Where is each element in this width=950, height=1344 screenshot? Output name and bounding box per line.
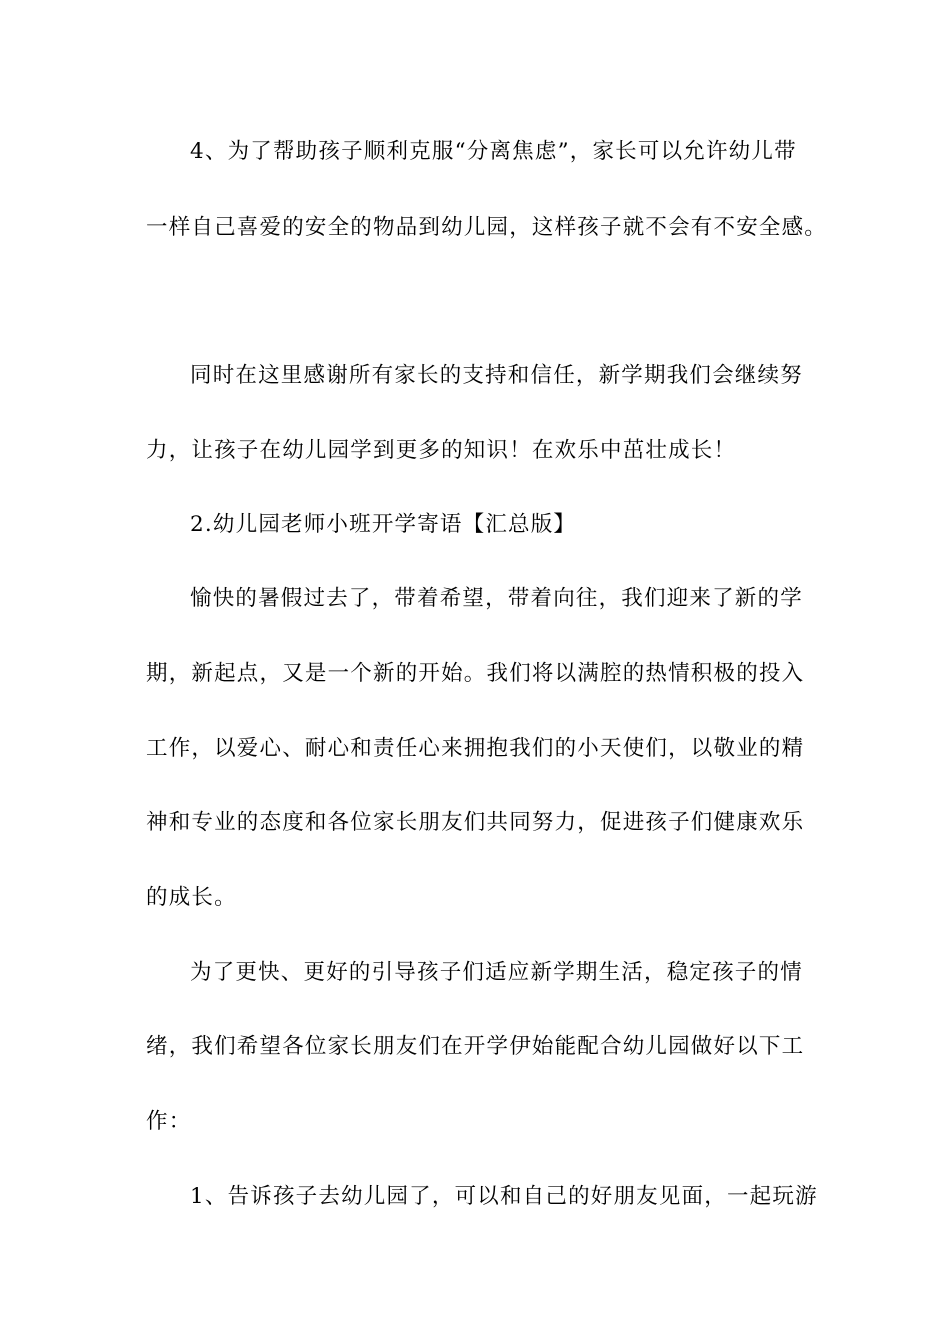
intro-paragraph-line-1: 愉快的暑假过去了，带着希望，带着向往，我们迎来了新的学 xyxy=(190,586,803,611)
item-1-line-1: 1、告诉孩子去幼儿园了，可以和自己的好朋友见面，一起玩游 xyxy=(190,1184,818,1209)
intro-paragraph-line-3: 工作，以爱心、耐心和责任心来拥抱我们的小天使们，以敬业的精 xyxy=(146,736,805,761)
request-paragraph-line-2: 绪，我们希望各位家长朋友们在开学伊始能配合幼儿园做好以下工 xyxy=(146,1034,805,1059)
section-heading: 2.幼儿园老师小班开学寄语【汇总版】 xyxy=(190,512,577,537)
request-paragraph-line-3: 作： xyxy=(146,1109,192,1134)
paragraph-4-line-1: 4、为了帮助孩子顺利克服“分离焦虑”，家长可以允许幼儿带 xyxy=(190,139,797,164)
thanks-paragraph-line-2: 力，让孩子在幼儿园学到更多的知识！在欢乐中茁壮成长！ xyxy=(146,438,737,463)
intro-paragraph-line-2: 期，新起点，又是一个新的开始。我们将以满腔的热情积极的投入 xyxy=(146,661,805,686)
request-paragraph-line-1: 为了更快、更好的引导孩子们适应新学期生活，稳定孩子的情 xyxy=(190,960,803,985)
intro-paragraph-line-4: 神和专业的态度和各位家长朋友们共同努力，促进孩子们健康欢乐 xyxy=(146,810,805,835)
intro-paragraph-line-5: 的成长。 xyxy=(146,885,237,910)
thanks-paragraph-line-1: 同时在这里感谢所有家长的支持和信任，新学期我们会继续努 xyxy=(190,363,803,388)
paragraph-4-line-2: 一样自己喜爱的安全的物品到幼儿园，这样孩子就不会有不安全感。 xyxy=(146,215,828,240)
